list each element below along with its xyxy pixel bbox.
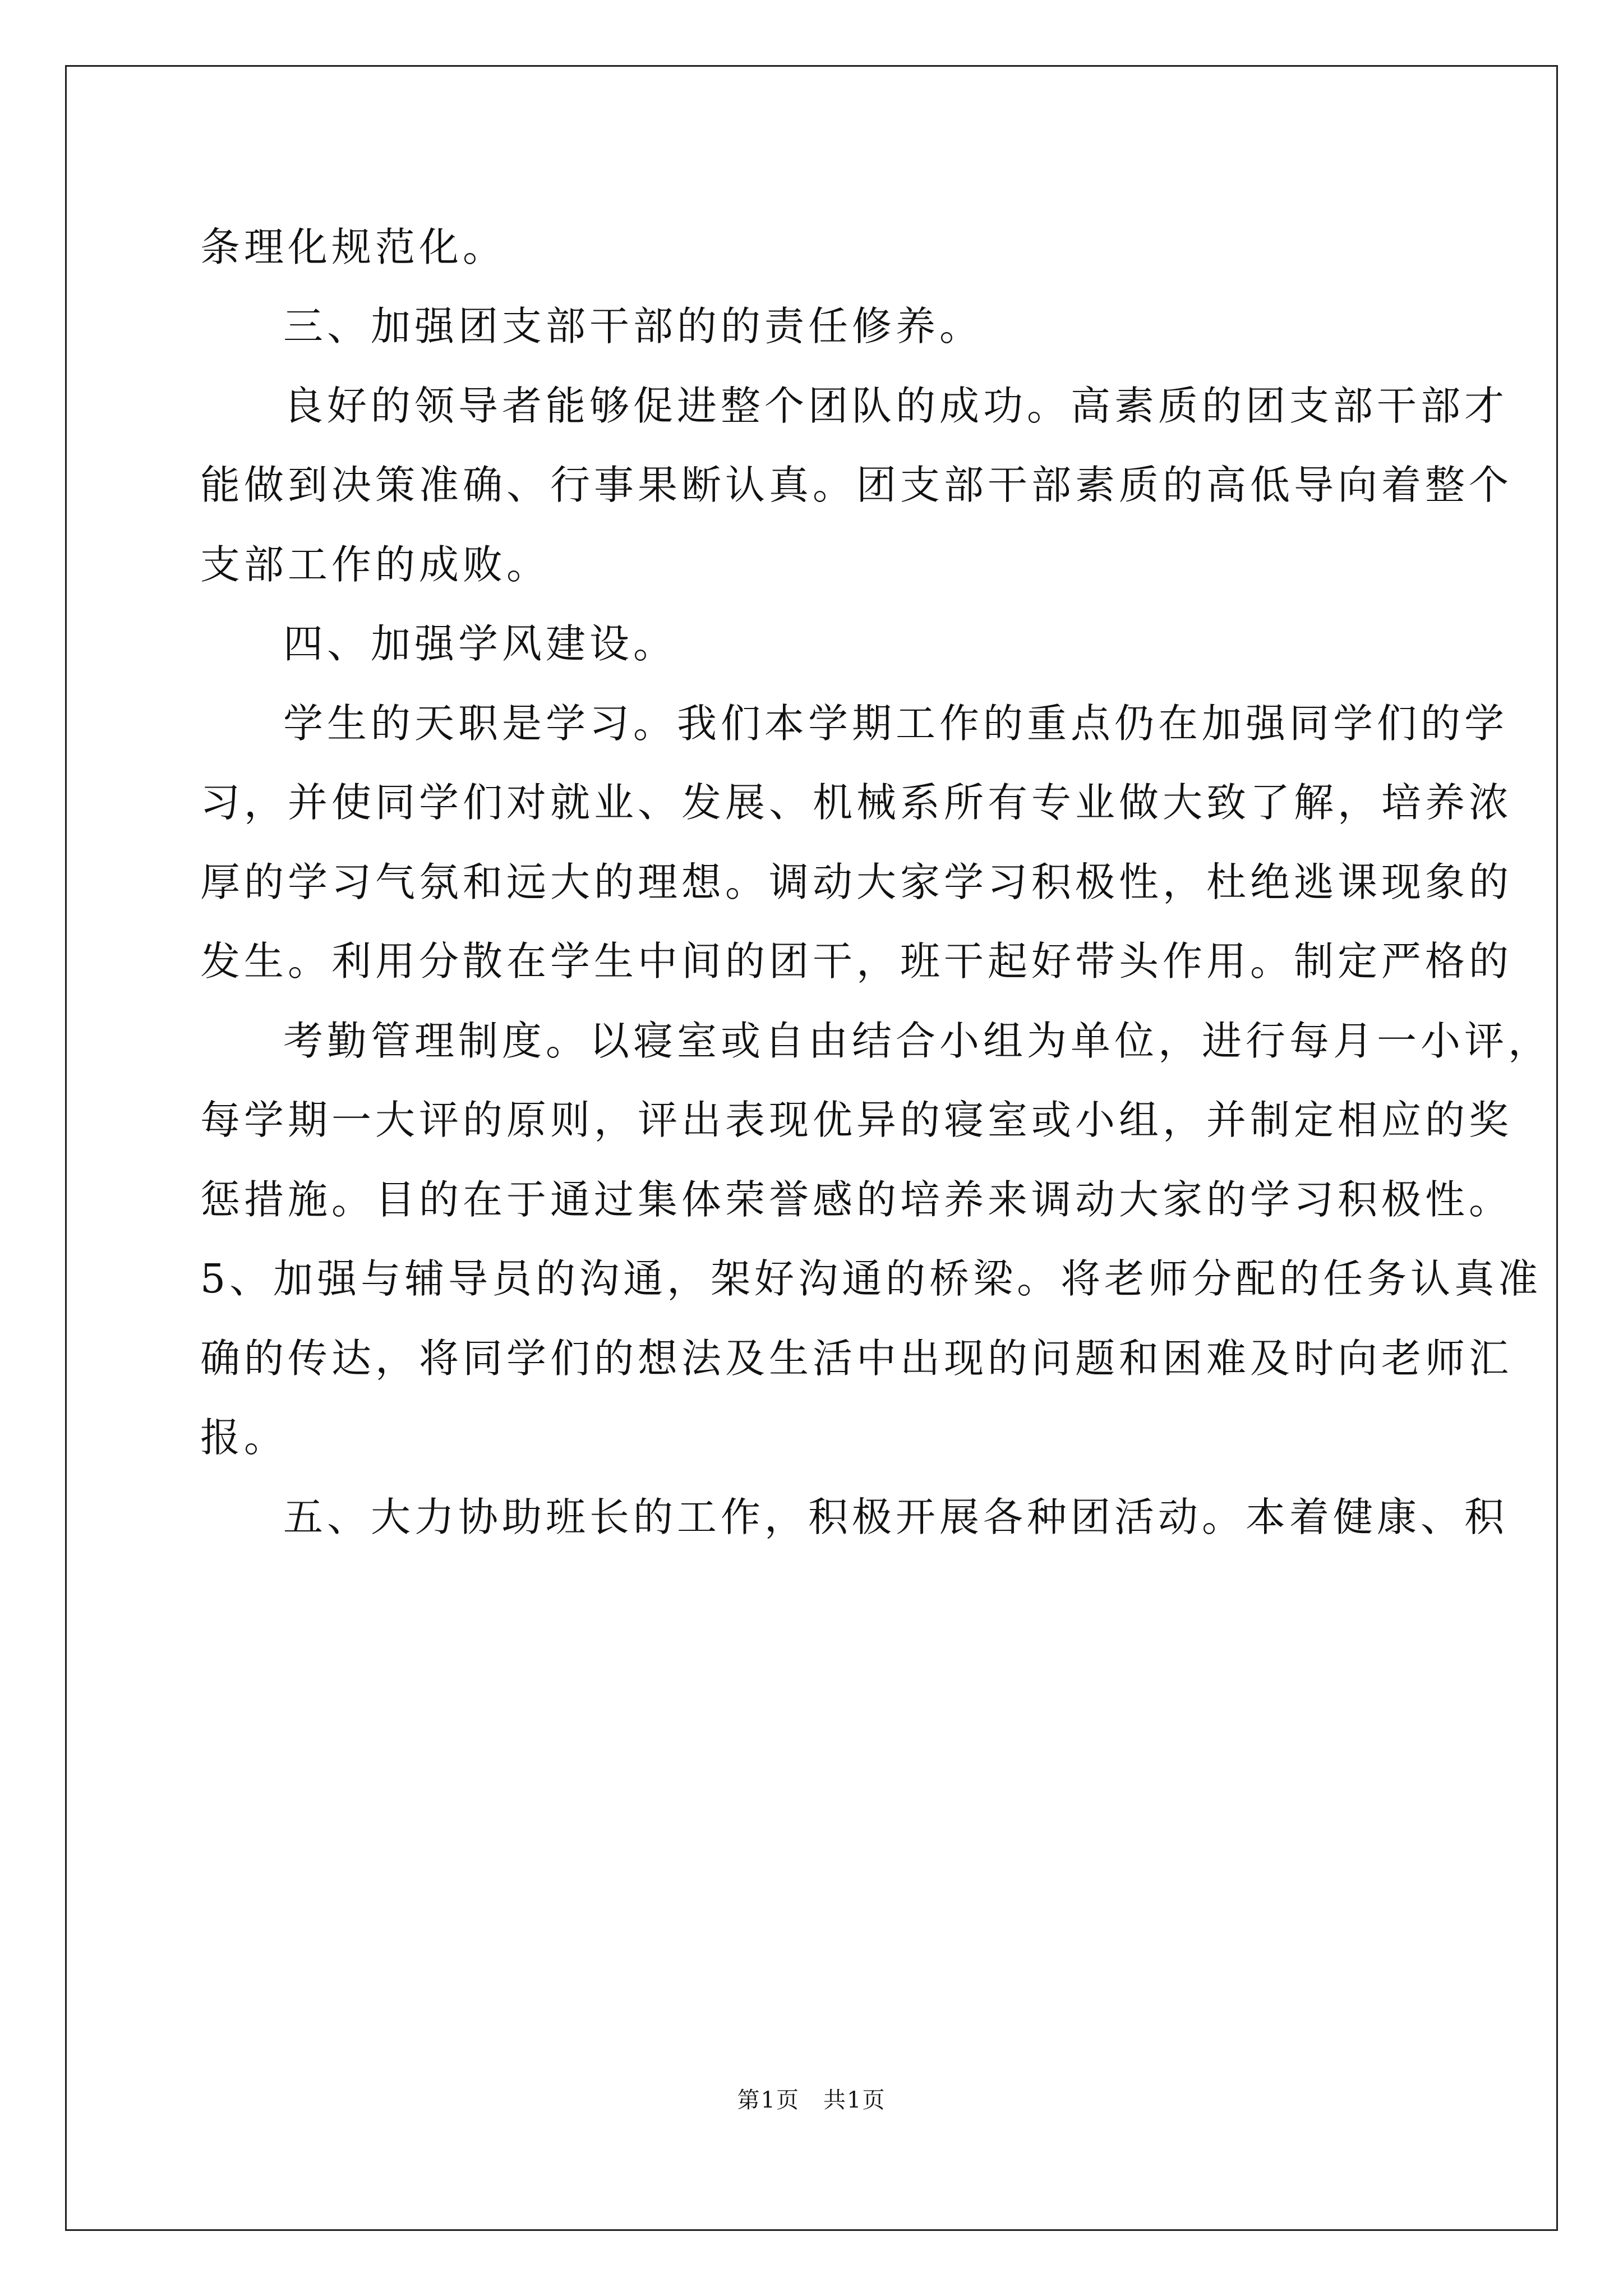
text-line: 习，并使同学们对就业、发展、机械系所有专业做大致了解，培养浓 bbox=[200, 779, 1513, 826]
text-line: 报。 bbox=[200, 1414, 288, 1461]
section-heading: 三、加强团支部干部的的责任修养。 bbox=[283, 303, 984, 349]
text-line: 发生。利用分散在学生中间的团干，班干起好带头作用。制定严格的 bbox=[200, 938, 1513, 984]
text-line: 惩措施。目的在于通过集体荣誉感的培养来调动大家的学习积极性。 bbox=[200, 1176, 1513, 1223]
section-heading: 五、大力协助班长的工作，积极开展各种团活动。本着健康、积 bbox=[283, 1494, 1509, 1540]
text-line: 5、加强与辅导员的沟通，架好沟通的桥梁。将老师分配的任务认真准 bbox=[200, 1255, 1542, 1302]
text-line: 能做到决策准确、行事果断认真。团支部干部素质的高低导向着整个 bbox=[200, 462, 1513, 508]
section-heading: 四、加强学风建设。 bbox=[283, 620, 677, 667]
text-line: 支部工作的成败。 bbox=[200, 541, 551, 588]
page-footer: 第1页 共1页 bbox=[737, 2087, 886, 2113]
text-line: 确的传达，将同学们的想法及生活中出现的问题和困难及时向老师汇 bbox=[200, 1335, 1513, 1382]
text-line: 条理化规范化。 bbox=[200, 224, 507, 270]
text-line: 良好的领导者能够促进整个团队的成功。高素质的团支部干部才 bbox=[283, 383, 1509, 429]
text-line: 考勤管理制度。以寝室或自由结合小组为单位，进行每月一小评， bbox=[283, 1018, 1552, 1064]
text-line: 厚的学习气氛和远大的理想。调动大家学习积极性，杜绝逃课现象的 bbox=[200, 859, 1513, 905]
text-line: 每学期一大评的原则，评出表现优异的寝室或小组，并制定相应的奖 bbox=[200, 1097, 1513, 1143]
text-line: 学生的天职是学习。我们本学期工作的重点仍在加强同学们的学 bbox=[283, 700, 1509, 747]
